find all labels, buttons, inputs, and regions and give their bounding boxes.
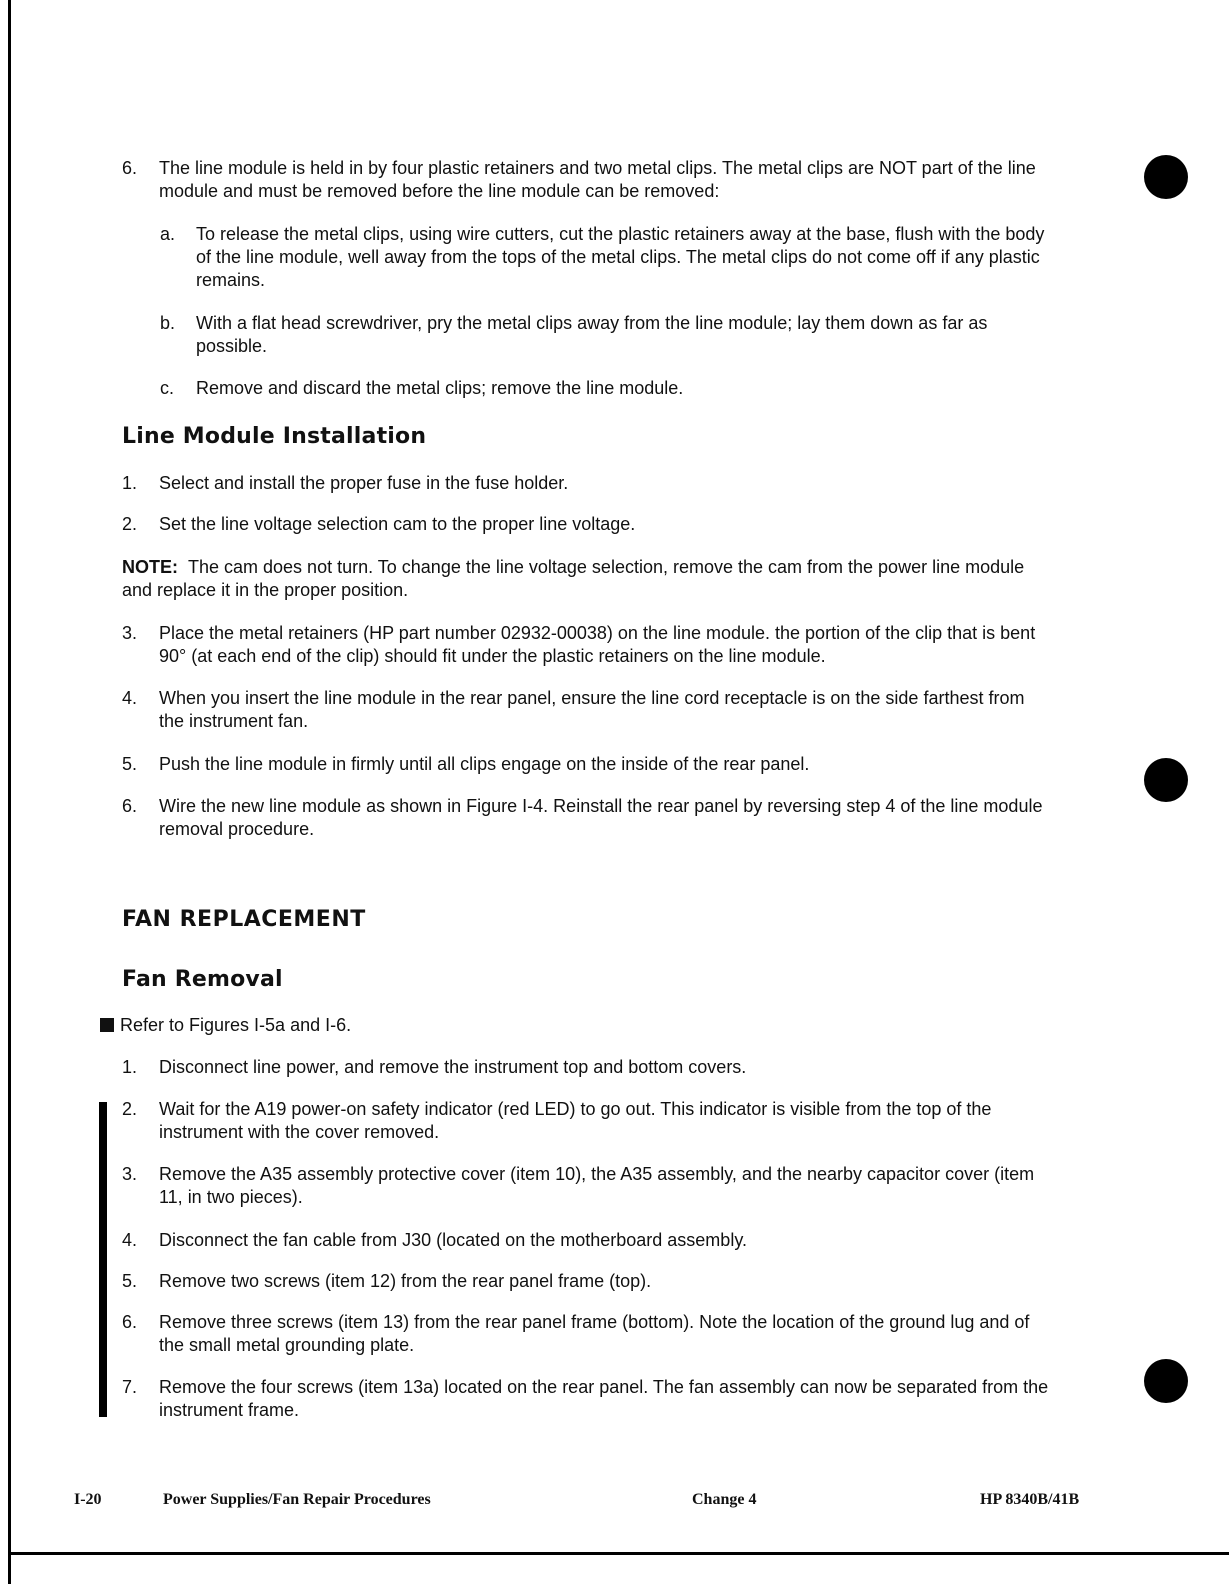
removal-step-6-number: 6. (122, 158, 138, 178)
fan-step-2-text: Wait for the A19 power-on safety indicator (red LED) to go out. This indicator is visible from the top of the instrument with the cover removed. (159, 1099, 992, 1142)
install-step-6-text: Wire the new line module as shown in Figure I-4. Reinstall the rear panel by reversing step 4 of the line module removal procedure. (159, 796, 1043, 839)
left-margin-rule (8, 0, 11, 1584)
fan-step-3-number: 3. (122, 1164, 138, 1184)
binder-hole-bottom (1144, 1359, 1188, 1403)
install-step-2-number: 2. (122, 514, 138, 534)
fan-replacement-heading: FAN REPLACEMENT (122, 907, 366, 932)
fan-step-2-number: 2. (122, 1099, 138, 1119)
fan-step-7-number: 7. (122, 1377, 138, 1397)
note-label: NOTE: (122, 557, 178, 577)
fan-step-3-text: Remove the A35 assembly protective cover (item 10), the A35 assembly, and the nearby capacitor cover (item 11, in two pieces). (159, 1164, 1035, 1207)
installation-note (122, 556, 1056, 602)
substep-b-letter: b. (160, 313, 176, 333)
footer-change: Change 4 (692, 1491, 757, 1508)
square-bullet-icon (100, 1018, 114, 1032)
footer-page-number: I-20 (74, 1491, 102, 1508)
install-step-6-number: 6. (122, 796, 138, 816)
fan-step-6-text: Remove three screws (item 13) from the rear panel frame (bottom). Note the location of the ground lug and of the small metal grounding plate. (159, 1312, 1030, 1355)
fan-step-1-text: Disconnect line power, and remove the instrument top and bottom covers. (159, 1057, 747, 1077)
install-step-3-number: 3. (122, 623, 138, 643)
refer-text: Refer to Figures I-5a and I-6. (120, 1015, 352, 1035)
fan-step-6-number: 6. (122, 1312, 138, 1332)
binder-hole-middle (1144, 758, 1188, 802)
fan-step-7-text: Remove the four screws (item 13a) located on the rear panel. The fan assembly can now be separated from the instrument frame. (159, 1377, 1049, 1420)
install-step-4-text: When you insert the line module in the rear panel, ensure the line cord receptacle is on the side farthest from the instrument fan. (159, 688, 1025, 731)
substep-b-text: With a flat head screwdriver, pry the metal clips away from the line module; lay them down as far as possible. (196, 313, 988, 356)
binder-hole-top (1144, 155, 1188, 199)
footer-model: HP 8340B/41B (980, 1491, 1080, 1508)
install-step-5-text: Push the line module in firmly until all clips engage on the inside of the rear panel. (159, 754, 810, 774)
note-text: The cam does not turn. To change the line voltage selection, remove the cam from the power line module and replace it in the proper position. (122, 557, 1025, 600)
installation-heading: Line Module Installation (122, 424, 427, 449)
fan-step-5-number: 5. (122, 1271, 138, 1291)
footer-section: Power Supplies/Fan Repair Procedures (163, 1491, 431, 1508)
install-step-1-number: 1. (122, 473, 138, 493)
refer-line (100, 1014, 1050, 1037)
fan-step-4-number: 4. (122, 1230, 138, 1250)
removal-step-6-text: The line module is held in by four plastic retainers and two metal clips. The metal clips are NOT part of the line module and must be removed before the line module can be removed: (159, 158, 1036, 201)
substep-c-text: Remove and discard the metal clips; remove the line module. (196, 378, 684, 398)
install-step-3-text: Place the metal retainers (HP part number 02932-00038) on the line module. the portion of the clip that is bent 90° (at each end of the clip) should fit under the plastic retainers on the line module. (159, 623, 1036, 666)
install-step-4-number: 4. (122, 688, 138, 708)
fan-step-1-number: 1. (122, 1057, 138, 1077)
fan-removal-heading: Fan Removal (122, 967, 283, 992)
install-step-2-text: Set the line voltage selection cam to the proper line voltage. (159, 514, 636, 534)
fan-step-4-text: Disconnect the fan cable from J30 (located on the motherboard assembly. (159, 1230, 747, 1250)
substep-a-text: To release the metal clips, using wire cutters, cut the plastic retainers away at the base, flush with the body of the line module, well away from the tops of the metal clips. The metal clips do not come off if any plastic remains. (196, 224, 1045, 290)
fan-step-5-text: Remove two screws (item 12) from the rear panel frame (top). (159, 1271, 652, 1291)
substep-a-letter: a. (160, 224, 176, 244)
bottom-margin-rule (8, 1552, 1229, 1555)
install-step-1-text: Select and install the proper fuse in the fuse holder. (159, 473, 569, 493)
substep-c-letter: c. (160, 378, 175, 398)
change-bar (99, 1102, 107, 1417)
install-step-5-number: 5. (122, 754, 138, 774)
